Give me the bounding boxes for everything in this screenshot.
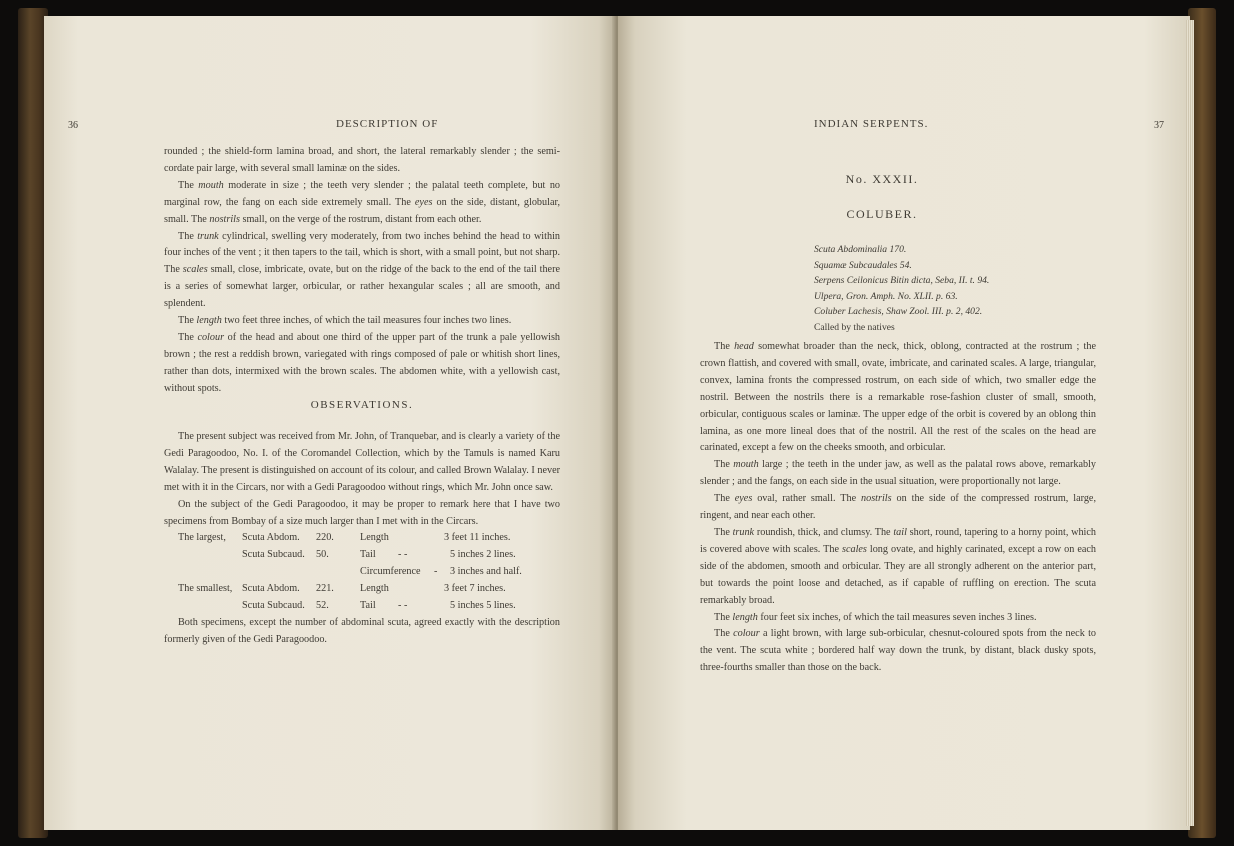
measurement-row: The smallest, Scuta Abdom. 221. Length 3 feet 7 inches. <box>178 582 506 594</box>
right-paragraph: The colour a light brown, with large sub-orbicular, chesnut-coloured spots from the neck to the vent. The scuta white ; bordered half way down the trunk, by distant, black dusky spots, three-fourths smaller than those on the back. <box>700 628 1096 674</box>
closing-text <box>164 615 560 649</box>
left-paragraph: rounded ; the shield-form lamina broad, and short, the lateral remarkably slender ; the semi-cordate pair large, with several small laminæ on the sides. <box>164 146 560 174</box>
right-running-head: INDIAN SERPENTS. <box>814 118 929 130</box>
right-paragraph: The eyes oval, rather small. The nostrils on the side of the compressed rostrum, large, ringent, and near each other. <box>700 493 1096 522</box>
synonym-line: Serpens Ceilonicus Bitin dicta, Seba, II. t. 94. <box>814 275 990 287</box>
left-paragraph: The mouth moderate in size ; the teeth very slender ; the palatal teeth complete, but no marginal row, the fang on each side extremely small. The eyes on the side, distant, globular, small. The nostrils small, on the verge of the rostrum, distant from each other. <box>164 179 561 225</box>
right-paragraph: The trunk roundish, thick, and clumsy. The tail short, round, tapering to a horny point, which is covered above with scales. The scales long ovate, and highly carinated, except a row on each side of the abdomen, smooth and orbicular. They are all strongly adherent on the anterior part, but towards the point loose and detached, as if capable of ruffling on erection. The scuta remarkably broad. <box>700 526 1097 606</box>
obs-paragraph: On the subject of the Gedi Paragoodoo, it may be proper to remark here that I have two specimens from Bombay of a size much larger than I met with in the Circars. <box>164 498 560 527</box>
measurement-row: Circumference - 3 inches and half. <box>360 565 522 577</box>
left-paragraph: The trunk cylindrical, swelling very moderately, from two inches behind the head to within four inches of the vent ; it then tapers to the tail, which is short, with a small point, but not sharp. The scales small, close, imbricate, ovate, but on the ridge of the back to the end of the tail there is a series of somewhat larger, orbicular, or rather hexangular scales ; all are smooth, and splendent. <box>164 230 560 310</box>
left-running-head: DESCRIPTION OF <box>336 118 439 130</box>
right-paragraph: The head somewhat broader than the neck, thick, oblong, contracted at the rostrum ; the crown flattish, and covered with small, ovate, imbricate, and carinated scales. A large, triangular, convex, lamina fronts the compressed rostrum, on each side of which, two smaller edge the nostril. Between the nostrils there is a remarkable rose-fashion cluster of small, smooth, orbicular, contiguous scales or laminæ. The upper edge of the orbit is covered by an oblong thin lamina, as one more lineal does that of the nostril. All the rest of the scales on the head are carinated, except a few on the cheeks smooth, and orbicular. <box>700 341 1096 454</box>
observations-text <box>164 429 560 530</box>
synonymy-list <box>814 242 989 336</box>
synonym-line: Coluber Lachesis, Shaw Zool. III. p. 2, 402. <box>814 306 983 318</box>
synonym-line: Scuta Abdominalia 170. <box>814 244 907 255</box>
obs-paragraph: The present subject was received from Mr. John, of Tranquebar, and is clearly a variety of the Gedi Paragoodoo, No. I. of the Coromandel Collection, which by the Tamuls is named Karu Walalay. The present is distinguished on account of its colour, and called Brown Walalay. I never met with it in the Circars, nor with a Gedi Paragoodoo without rings, which Mr. John once saw. <box>164 431 560 493</box>
right-paragraph: The length four feet six inches, of which the tail measures seven inches 3 lines. <box>714 611 1037 623</box>
right-page <box>618 16 1190 830</box>
left-page-number: 36 <box>68 120 78 131</box>
synonym-line: Called by the natives <box>814 321 895 333</box>
measurements-table <box>178 530 560 614</box>
measurement-row: The largest, Scuta Abdom. 220. Length 3 feet 11 inches. <box>178 532 511 543</box>
page-edges <box>1186 20 1194 826</box>
closing-paragraph: Both specimens, except the number of abdominal scuta, agreed exactly with the description formerly given of the Gedi Paragoodoo. <box>164 617 560 645</box>
observations-heading: OBSERVATIONS. <box>310 399 414 411</box>
left-body-text <box>164 144 560 398</box>
right-page-number: 37 <box>1154 120 1164 131</box>
left-paragraph: The length two feet three inches, of which the tail measures four inches two lines. <box>178 315 512 327</box>
synonym-line: Squamæ Subcaudales 54. <box>814 259 912 271</box>
number-heading: No. XXXII. <box>845 172 919 186</box>
left-paragraph: The colour of the head and about one third of the upper part of the trunk a pale yellowish brown ; the rest a reddish brown, variegated with rings composed of pale or whitish short lines, rather than dots, intermixed with the brown scales. The abdomen white, with a yellowish cast, without spots. <box>164 331 561 394</box>
right-body-text <box>700 339 1096 677</box>
left-page <box>44 16 616 830</box>
right-paragraph: The mouth large ; the teeth in the under jaw, as well as the palatal rows above, remarkably slender ; and the fangs, on each side in the usual situation, were proportionally not large. <box>700 459 1096 488</box>
genus-heading: COLUBER. <box>846 207 918 221</box>
synonym-line: Ulpera, Gron. Amph. No. XLII. p. 63. <box>814 290 958 302</box>
measurement-row: Scuta Subcaud. 50. Tail - - 5 inches 2 lines. <box>242 548 516 560</box>
measurement-row: Scuta Subcaud. 52. Tail - - 5 inches 5 lines. <box>242 599 516 611</box>
